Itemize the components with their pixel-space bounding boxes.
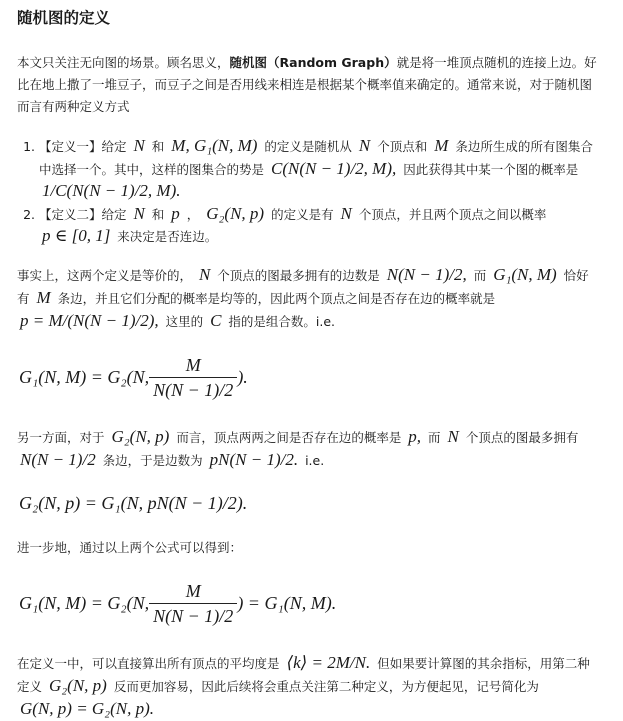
text: 和 (147, 139, 169, 154)
math-inline: p ∈ [0, 1] (42, 226, 111, 245)
math-inline: N(N − 1)/2, (386, 264, 467, 284)
text: 个顶点的图最多拥有的边数是 (213, 267, 384, 283)
equation-3 (19, 576, 597, 632)
definition-one (39, 135, 597, 203)
text: 个顶点和 (373, 139, 432, 154)
text: 来决定是否连边。 (113, 229, 218, 244)
text: 【定义一】给定 (39, 139, 131, 154)
text: G₁(N, M) = G₂(N, (19, 367, 150, 387)
denominator: N(N − 1)/2 (153, 379, 234, 400)
text: 事实上，这两个定义是等价的， (17, 267, 196, 283)
text: 个顶点，并且两个顶点之间以概率 (354, 206, 547, 222)
numerator: M (149, 580, 237, 604)
math-inline: N (340, 203, 352, 223)
text: 因此获得其中某一个图的概率是 (399, 161, 579, 177)
math-inline: N (447, 426, 459, 446)
math-inline: ⟨k⟩ = 2M/N. (286, 652, 371, 672)
math-inline: C(N(N − 1)/2, M), (270, 158, 397, 178)
math-inline: M (434, 136, 449, 155)
math-inline: G₂(N, p) (48, 675, 107, 695)
further-paragraph (17, 537, 597, 559)
section-title: 随机图的定义 (17, 9, 111, 27)
text: 而 (424, 429, 445, 445)
text: 这里的 (161, 313, 208, 329)
math-inline: N (358, 136, 371, 155)
text: 条边，并且它们分配的概率是均等的，因此两个顶点之间是否存在边的概率就是 (53, 290, 496, 306)
math-inline: pN(N − 1)/2. (209, 449, 299, 469)
text: 而言，顶点两两之间是否存在边的概率是 (172, 429, 406, 445)
text: 指的是组合数。i.e. (224, 313, 336, 329)
definition-list (17, 135, 597, 248)
definition-two (39, 203, 597, 248)
math-inline: N (133, 203, 145, 223)
math-inline: p (171, 203, 180, 223)
text: 的定义是随机从 (260, 139, 356, 154)
bold-term: 随机图（Random Graph） (229, 55, 397, 70)
text: 【定义二】给定 (39, 206, 131, 222)
math-inline: C (210, 310, 222, 330)
numerator: M (149, 354, 237, 378)
math-inline: G₂(N, p) (206, 203, 265, 223)
math-inline: N(N − 1)/2 (20, 449, 96, 469)
text: 本文只关注无向图的场景。顾名思义， (17, 55, 230, 70)
text: 恰好有 (17, 267, 589, 306)
text: ， (182, 206, 204, 222)
equivalence-paragraph (17, 264, 597, 333)
fraction (151, 580, 235, 628)
text: 个顶点的图最多拥有 (461, 429, 579, 445)
denominator: N(N − 1)/2 (153, 605, 234, 626)
equation-2 (19, 489, 597, 519)
math-inline: p, (408, 426, 422, 446)
math-inline: M, G₁(N, M) (171, 136, 258, 155)
text: i.e. (301, 452, 325, 468)
math-inline: 1/C(N(N − 1)/2, M). (42, 181, 181, 200)
math-inline: G₂(N, p) (111, 426, 170, 446)
text: 条边，于是边数为 (98, 452, 207, 468)
math-inline: G₁(N, M) (493, 264, 557, 284)
fraction (151, 354, 235, 402)
conclusion-paragraph (17, 652, 597, 721)
text: 在定义一中，可以直接算出所有顶点的平均度是 (17, 655, 284, 671)
intro-paragraph (17, 52, 597, 118)
text: 而 (469, 267, 491, 283)
text: 条边所生成的所有图集合中选择一个。其中，这样的图集合的势是 (39, 139, 593, 177)
math-inline: G(N, p) = G₂(N, p). (20, 698, 155, 718)
text: 的定义是有 (267, 206, 338, 222)
text: G₁(N, M) = G₂(N, (19, 593, 150, 613)
text: ). (237, 367, 248, 387)
text: ) = G₁(N, M). (237, 593, 337, 613)
text: 和 (147, 206, 169, 222)
text: 另一方面，对于 (17, 429, 109, 445)
math-inline: N (198, 264, 211, 284)
text: 进一步地，通过以上两个公式可以得到： (17, 539, 243, 555)
text: G₂(N, p) = G₁(N, pN(N − 1)/2). (19, 493, 248, 513)
text: 就是将一堆顶点随机的连接上边。好比在地上撒了一堆豆子，而豆子之间是否用线来相连是根据某个概率值来确定的。通常来说，对于随机图而言有两种定义方式 (17, 55, 597, 114)
math-inline: N (133, 136, 145, 155)
text: 反而更加容易，因此后续将会重点关注第二种定义，为方便起见，记号简化为 (109, 678, 539, 694)
math-inline: M (36, 287, 51, 307)
equation-1 (19, 350, 597, 406)
other-side-paragraph (17, 426, 597, 472)
math-inline: p = M/(N(N − 1)/2), (20, 310, 159, 330)
text: 但如果要计算图的其余指标，用第二种定义 (17, 655, 590, 694)
